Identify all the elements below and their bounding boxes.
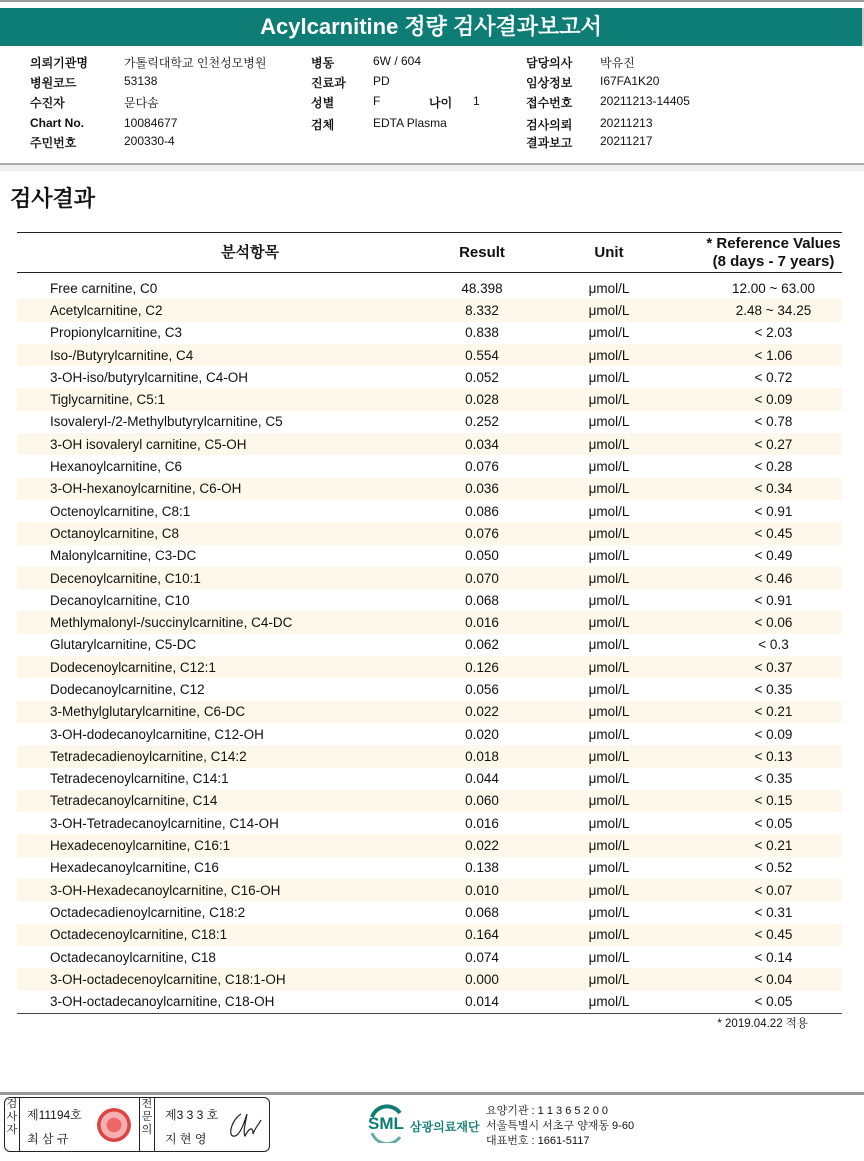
- result-value: 0.068: [465, 904, 499, 920]
- unit: μmol/L: [588, 459, 630, 475]
- signature-box: [4, 1097, 270, 1152]
- reference-value: < 0.45: [754, 927, 793, 943]
- unit: μmol/L: [588, 302, 630, 318]
- info-label: 검사의뢰: [526, 118, 573, 132]
- result-value: 0.028: [465, 392, 499, 408]
- info-value: 200330-4: [124, 134, 175, 148]
- reference-value: < 0.31: [754, 904, 793, 920]
- unit: μmol/L: [588, 771, 630, 787]
- analyte-name: 3-Methylglutarylcarnitine, C6-DC: [50, 704, 246, 720]
- info-value: 박유진: [600, 56, 635, 70]
- analyte-name: Octadecanoylcarnitine, C18: [50, 949, 216, 965]
- unit: μmol/L: [588, 994, 630, 1010]
- unit: μmol/L: [588, 525, 630, 541]
- reference-value: < 0.35: [754, 681, 793, 697]
- reference-value: < 0.06: [754, 615, 793, 631]
- table-row: [17, 656, 842, 678]
- examiner-label: 검사자: [5, 1098, 20, 1151]
- table-row: [17, 991, 842, 1014]
- reference-value: < 0.45: [754, 525, 793, 541]
- info-value: I67FA1K20: [600, 74, 660, 88]
- reference-value: < 0.91: [754, 503, 793, 519]
- result-value: 0.068: [465, 592, 499, 608]
- reference-value: < 2.03: [754, 325, 793, 341]
- analyte-name: Octenoylcarnitine, C8:1: [50, 503, 191, 519]
- analyte-name: Free carnitine, C0: [50, 280, 158, 296]
- info-label: 수진자: [30, 96, 65, 110]
- analyte-name: 3-OH isovaleryl carnitine, C5-OH: [50, 436, 247, 452]
- table-row: [17, 723, 842, 745]
- unit: μmol/L: [588, 949, 630, 965]
- reference-value: < 0.27: [754, 436, 793, 452]
- info-value: 6W / 604: [373, 54, 422, 68]
- unit: μmol/L: [588, 748, 630, 764]
- reference-value: < 0.78: [754, 414, 793, 430]
- result-value: 0.020: [465, 726, 499, 742]
- unit: μmol/L: [588, 927, 630, 943]
- analyte-name: Dodecanoylcarnitine, C12: [50, 681, 205, 697]
- info-label: 성별: [311, 96, 335, 110]
- institution-code: 요양기관 : 1 1 3 6 5 2 0 0: [486, 1105, 609, 1117]
- reference-value: < 0.91: [754, 592, 793, 608]
- unit: μmol/L: [588, 481, 630, 497]
- info-value: F: [373, 94, 381, 108]
- unit: μmol/L: [588, 414, 630, 430]
- unit: μmol/L: [588, 436, 630, 452]
- reference-value: < 0.35: [754, 771, 793, 787]
- age-value: 1: [473, 94, 480, 108]
- reference-value: 2.48 ~ 34.25: [735, 302, 812, 318]
- unit: μmol/L: [588, 904, 630, 920]
- analyte-name: 3-OH-octadecenoylcarnitine, C18:1-OH: [50, 971, 286, 987]
- result-value: 0.076: [465, 459, 499, 475]
- analyte-name: Tetradecanoylcarnitine, C14: [50, 793, 218, 809]
- result-value: 0.076: [465, 525, 499, 541]
- unit: μmol/L: [588, 570, 630, 586]
- info-label: 검체: [311, 118, 335, 132]
- unit: μmol/L: [588, 659, 630, 675]
- result-value: 0.016: [465, 815, 499, 831]
- info-value: 53138: [124, 74, 158, 88]
- table-row: [17, 701, 842, 723]
- specialist-number: 제3 3 3 호: [165, 1108, 219, 1122]
- table-row: [17, 500, 842, 522]
- header-unit: Unit: [594, 243, 624, 261]
- header-reference-title: * Reference Values: [706, 234, 841, 252]
- reference-value: < 0.49: [754, 548, 793, 564]
- specialist-label: 전문의: [139, 1098, 155, 1151]
- reference-value: < 0.21: [754, 704, 793, 720]
- examiner-name: 최 삼 규: [27, 1132, 69, 1146]
- unit: μmol/L: [588, 325, 630, 341]
- analyte-name: Malonylcarnitine, C3-DC: [50, 548, 197, 564]
- result-value: 0.014: [465, 994, 499, 1010]
- table-row: [17, 812, 842, 834]
- analyte-name: Dodecenoylcarnitine, C12:1: [50, 659, 216, 675]
- analyte-name: Tiglycarnitine, C5:1: [50, 392, 166, 408]
- unit: μmol/L: [588, 681, 630, 697]
- info-label: 주민번호: [30, 136, 77, 150]
- phone: 대표번호 : 1661-5117: [486, 1135, 590, 1147]
- unit: μmol/L: [588, 860, 630, 876]
- table-row: [17, 388, 842, 410]
- analyte-name: Hexadecenoylcarnitine, C16:1: [50, 838, 231, 854]
- reference-value: < 0.34: [754, 481, 793, 497]
- analyte-name: 3-OH-iso/butyrylcarnitine, C4-OH: [50, 369, 249, 385]
- header-reference: [705, 233, 842, 273]
- analyte-name: Hexanoylcarnitine, C6: [50, 459, 183, 475]
- analyte-name: 3-OH-Tetradecanoylcarnitine, C14-OH: [50, 815, 279, 831]
- info-value: EDTA Plasma: [373, 116, 447, 130]
- analyte-name: Tetradecadienoylcarnitine, C14:2: [50, 748, 247, 764]
- result-value: 0.060: [465, 793, 499, 809]
- unit: μmol/L: [588, 793, 630, 809]
- reference-value: < 0.15: [754, 793, 793, 809]
- unit: μmol/L: [588, 726, 630, 742]
- analyte-name: Octanoylcarnitine, C8: [50, 525, 180, 541]
- info-value: 20211213-14405: [600, 94, 690, 108]
- analyte-name: Decanoylcarnitine, C10: [50, 592, 190, 608]
- analyte-name: 3-OH-dodecanoylcarnitine, C12-OH: [50, 726, 264, 742]
- info-value: 문다솜: [124, 96, 159, 110]
- reference-value: < 0.04: [754, 971, 793, 987]
- signature: [227, 1110, 263, 1140]
- examiner-number: 제11194호: [27, 1108, 82, 1122]
- table-row: [17, 946, 842, 968]
- table-row: [17, 322, 842, 344]
- result-value: 0.554: [465, 347, 499, 363]
- analyte-name: Propionylcarnitine, C3: [50, 325, 183, 341]
- table-row: [17, 589, 842, 611]
- table-header: [17, 233, 842, 273]
- table-row: [17, 968, 842, 990]
- table-row: [17, 411, 842, 433]
- info-label: 임상정보: [526, 76, 573, 90]
- table-row: [17, 901, 842, 923]
- table-row: [17, 478, 842, 500]
- info-label: Chart No.: [30, 116, 84, 130]
- info-label: 진료과: [311, 76, 346, 90]
- info-value: 10084677: [124, 116, 178, 130]
- analyte-name: Isovaleryl-/2-Methylbutyrylcarnitine, C5: [50, 414, 283, 430]
- analyte-name: 3-OH-octadecanoylcarnitine, C18-OH: [50, 994, 275, 1010]
- unit: μmol/L: [588, 280, 630, 296]
- unit: μmol/L: [588, 369, 630, 385]
- age-label: 나이: [429, 96, 453, 110]
- result-value: 0.052: [465, 369, 499, 385]
- analyte-name: Acetylcarnitine, C2: [50, 302, 163, 318]
- section-title: 검사결과: [10, 186, 96, 211]
- result-value: 0.034: [465, 436, 499, 452]
- result-value: 0.050: [465, 548, 499, 564]
- reference-value: < 0.14: [754, 949, 793, 965]
- reference-value: < 0.3: [758, 637, 789, 653]
- info-value: 가톨릭대학교 인천성모병원: [124, 56, 267, 70]
- table-row: [17, 344, 842, 366]
- unit: μmol/L: [588, 503, 630, 519]
- result-value: 0.022: [465, 704, 499, 720]
- result-value: 0.086: [465, 503, 499, 519]
- header-item: 분석항목: [221, 243, 279, 261]
- unit: μmol/L: [588, 815, 630, 831]
- table-row: [17, 433, 842, 455]
- result-value: 0.056: [465, 681, 499, 697]
- table-row: [17, 455, 842, 477]
- table-row: [17, 611, 842, 633]
- footer-divider: [0, 1092, 864, 1095]
- table-row: [17, 545, 842, 567]
- report-title: Acylcarnitine 정량 검사결과보고서: [0, 8, 864, 46]
- info-label: 병동: [311, 56, 335, 70]
- reference-value: < 0.05: [754, 815, 793, 831]
- reference-value: < 0.13: [754, 748, 793, 764]
- unit: μmol/L: [588, 548, 630, 564]
- reference-value: < 0.37: [754, 659, 793, 675]
- analyte-name: Glutarylcarnitine, C5-DC: [50, 637, 197, 653]
- unit: μmol/L: [588, 347, 630, 363]
- header-result: Result: [459, 243, 505, 261]
- analyte-name: Hexadecanoylcarnitine, C16: [50, 860, 219, 876]
- result-value: 0.018: [465, 748, 499, 764]
- analyte-name: Tetradecenoylcarnitine, C14:1: [50, 771, 229, 787]
- unit: μmol/L: [588, 882, 630, 898]
- table-row: [17, 745, 842, 767]
- table-row: [17, 299, 842, 321]
- info-label: 담당의사: [526, 56, 573, 70]
- result-value: 0.010: [465, 882, 499, 898]
- result-value: 0.138: [465, 860, 499, 876]
- analyte-name: Iso-/Butyrylcarnitine, C4: [50, 347, 194, 363]
- reference-value: < 0.05: [754, 994, 793, 1010]
- table-row: [17, 768, 842, 790]
- info-value: PD: [373, 74, 390, 88]
- table-row: [17, 834, 842, 856]
- table-row: [17, 924, 842, 946]
- result-value: 0.000: [465, 971, 499, 987]
- reference-value: < 0.28: [754, 459, 793, 475]
- result-value: 0.126: [465, 659, 499, 675]
- analyte-name: Octadecadienoylcarnitine, C18:2: [50, 904, 246, 920]
- result-value: 0.164: [465, 927, 499, 943]
- info-label: 병원코드: [30, 76, 77, 90]
- info-value: 20211213: [600, 116, 653, 130]
- result-value: 48.398: [461, 280, 503, 296]
- reference-note: * 2019.04.22 적용: [717, 1018, 808, 1030]
- table-row: [17, 273, 842, 300]
- reference-value: < 1.06: [754, 347, 793, 363]
- result-value: 0.044: [465, 771, 499, 787]
- reference-value: < 0.07: [754, 882, 793, 898]
- unit: μmol/L: [588, 637, 630, 653]
- table-row: [17, 567, 842, 589]
- info-label: 접수번호: [526, 96, 573, 110]
- result-value: 0.016: [465, 615, 499, 631]
- result-value: 0.070: [465, 570, 499, 586]
- seal-stamp: [97, 1108, 131, 1142]
- table-row: [17, 879, 842, 901]
- header-reference-range: (8 days - 7 years): [712, 252, 835, 270]
- analyte-name: 3-OH-Hexadecanoylcarnitine, C16-OH: [50, 882, 281, 898]
- unit: μmol/L: [588, 592, 630, 608]
- analyte-name: Methlymalonyl-/succinylcarnitine, C4-DC: [50, 615, 293, 631]
- unit: μmol/L: [588, 704, 630, 720]
- specialist-name: 지 현 영: [165, 1132, 207, 1146]
- analyte-name: Decenoylcarnitine, C10:1: [50, 570, 201, 586]
- top-border: [0, 0, 864, 2]
- unit: μmol/L: [588, 615, 630, 631]
- result-value: 0.036: [465, 481, 499, 497]
- result-value: 0.022: [465, 838, 499, 854]
- result-value: 0.062: [465, 637, 499, 653]
- analyte-name: 3-OH-hexanoylcarnitine, C6-OH: [50, 481, 242, 497]
- info-label: 의뢰기관명: [30, 56, 88, 70]
- table-row: [17, 790, 842, 812]
- foundation-name: 삼광의료재단: [410, 1120, 480, 1134]
- table-row: [17, 678, 842, 700]
- reference-value: < 0.09: [754, 726, 793, 742]
- reference-value: < 0.52: [754, 860, 793, 876]
- result-value: 8.332: [465, 302, 499, 318]
- info-label: 결과보고: [526, 136, 573, 150]
- foundation-contact: [486, 1104, 634, 1149]
- table-row: [17, 366, 842, 388]
- result-value: 0.074: [465, 949, 499, 965]
- unit: μmol/L: [588, 838, 630, 854]
- reference-value: < 0.72: [754, 369, 793, 385]
- reference-value: 12.00 ~ 63.00: [732, 280, 815, 296]
- result-value: 0.252: [465, 414, 499, 430]
- reference-value: < 0.21: [754, 838, 793, 854]
- result-value: 0.838: [465, 325, 499, 341]
- unit: μmol/L: [588, 971, 630, 987]
- address: 서울특별시 서초구 양재동 9-60: [486, 1120, 635, 1132]
- results-table: [17, 232, 842, 1014]
- divider-band: [0, 165, 864, 171]
- reference-value: < 0.09: [754, 392, 793, 408]
- table-row: [17, 857, 842, 879]
- unit: μmol/L: [588, 392, 630, 408]
- reference-value: < 0.46: [754, 570, 793, 586]
- table-row: [17, 522, 842, 544]
- table-row: [17, 634, 842, 656]
- analyte-name: Octadecenoylcarnitine, C18:1: [50, 927, 228, 943]
- info-value: 20211217: [600, 134, 653, 148]
- logo-text: SML: [368, 1114, 404, 1133]
